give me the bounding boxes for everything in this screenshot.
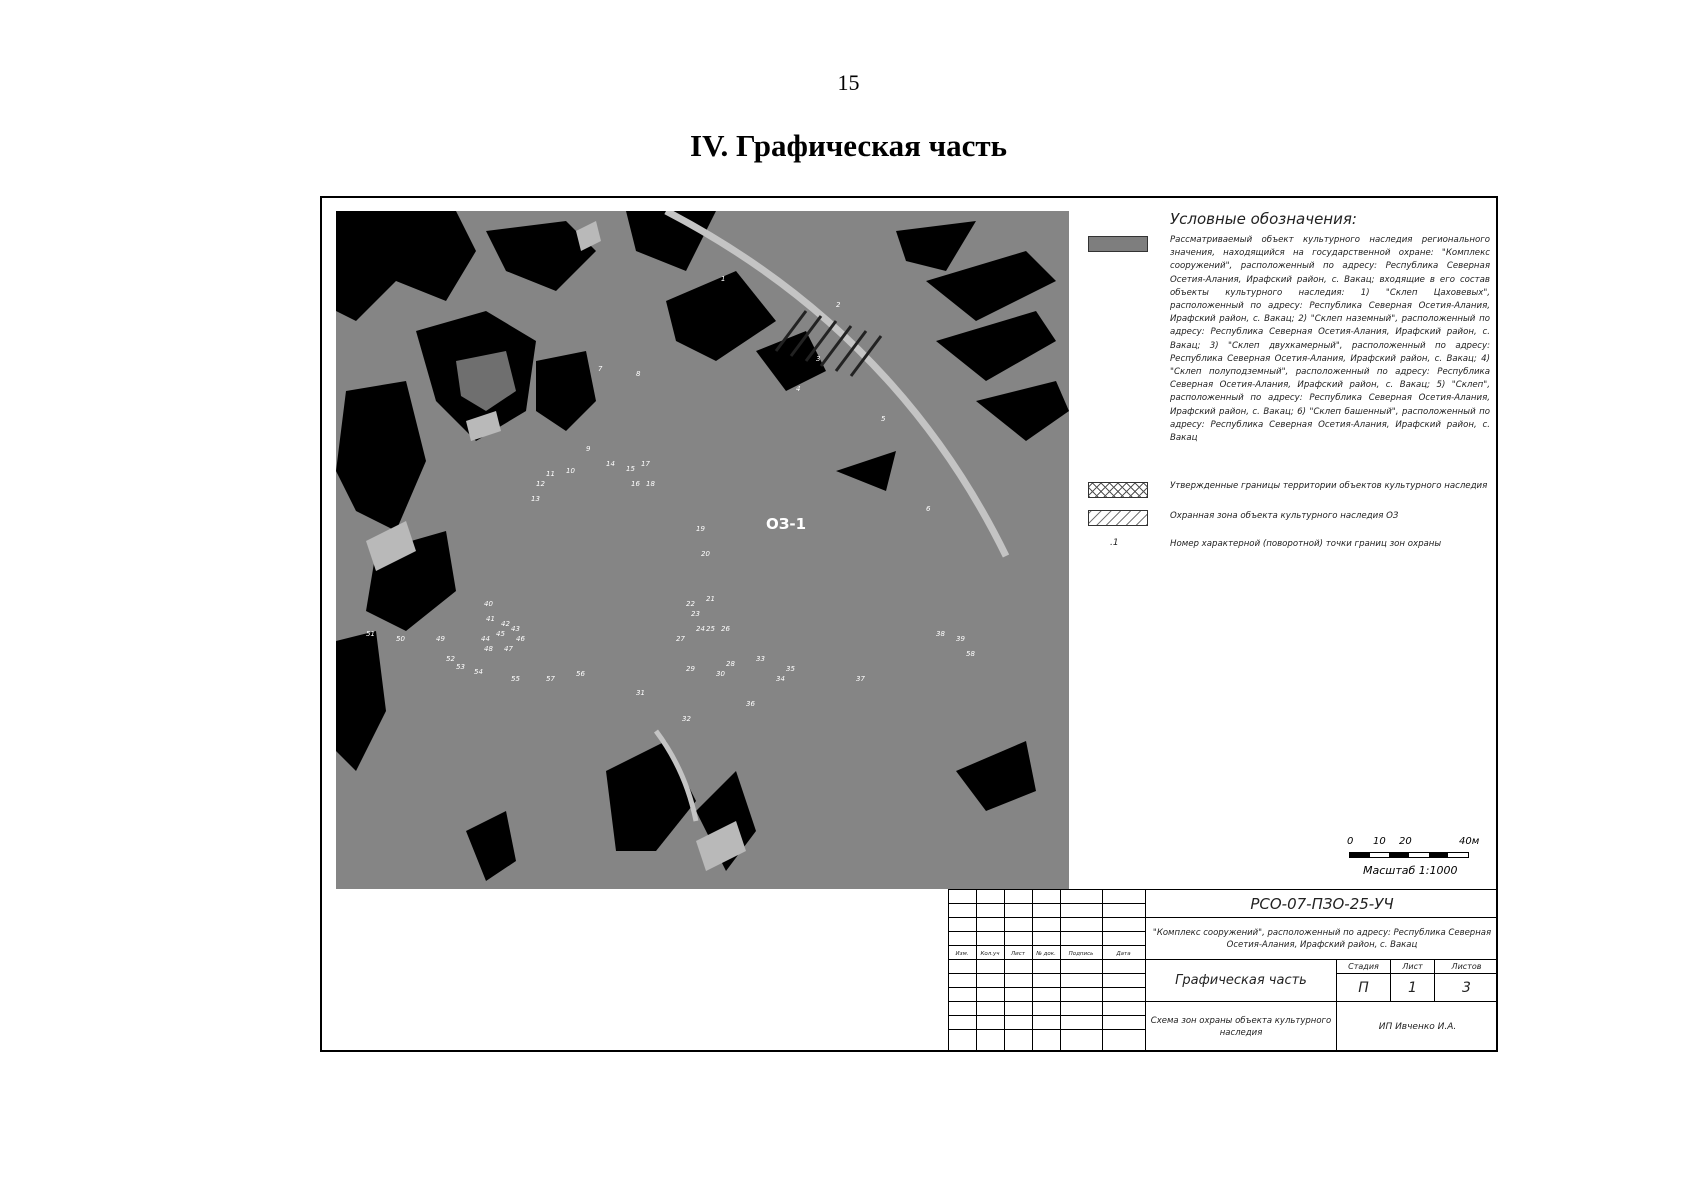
legend-title: Условные обозначения: bbox=[1170, 210, 1357, 228]
header-signature: Подпись bbox=[1068, 951, 1094, 957]
header-date: Дата bbox=[1116, 951, 1131, 957]
scale-tick-0: 0 bbox=[1347, 836, 1354, 847]
boundary-point-26: 26 bbox=[721, 625, 730, 633]
boundary-point-27: 27 bbox=[676, 635, 685, 643]
scale-bar-graphic bbox=[1349, 852, 1469, 858]
sheet-label: Лист bbox=[1390, 959, 1434, 973]
boundary-point-50: 50 bbox=[396, 635, 405, 643]
title-block bbox=[948, 889, 1498, 1052]
document-code: РСО-07-ПЗО-25-УЧ bbox=[1145, 889, 1498, 917]
boundary-point-43: 43 bbox=[511, 625, 520, 633]
boundary-point-44: 44 bbox=[481, 635, 490, 643]
crosshatch-swatch bbox=[1088, 482, 1148, 498]
boundary-point-31: 31 bbox=[636, 689, 645, 697]
boundary-point-10: 10 bbox=[566, 467, 575, 475]
stage-label: Стадия bbox=[1336, 959, 1390, 973]
boundary-point-41: 41 bbox=[486, 615, 495, 623]
boundary-point-29: 29 bbox=[686, 665, 695, 673]
boundary-point-2: 2 bbox=[836, 301, 841, 309]
section-title: IV. Графическая часть bbox=[690, 128, 1007, 163]
boundary-point-32: 32 bbox=[682, 715, 691, 723]
scale-tick-20: 20 bbox=[1399, 836, 1412, 847]
boundary-point-36: 36 bbox=[746, 700, 755, 708]
boundary-point-52: 52 bbox=[446, 655, 455, 663]
boundary-point-53: 53 bbox=[456, 663, 465, 671]
scale-caption: Масштаб 1:1000 bbox=[1363, 864, 1458, 877]
sheets-label: Листов bbox=[1434, 959, 1498, 973]
boundary-point-28: 28 bbox=[726, 660, 735, 668]
terrain-dark bbox=[336, 211, 1069, 881]
boundary-point-15: 15 bbox=[626, 465, 635, 473]
boundary-point-51: 51 bbox=[366, 630, 375, 638]
boundary-point-35: 35 bbox=[786, 665, 795, 673]
header-sheet: Лист bbox=[1011, 951, 1025, 957]
boundary-point-45: 45 bbox=[496, 630, 505, 638]
sheet-value: 1 bbox=[1390, 973, 1434, 1001]
boundary-point-11: 11 bbox=[546, 470, 555, 478]
legend-text-object: Рассматриваемый объект культурного наследия регионального значения, находящийся на государственной охране: "Комплекс сооружений", расположенный по адресу: Республика Северная Осетия-Алания, Ирафский район, с. Вакац; входящие в его состав объекты культурного наследия: 1) "Склеп Цаховевых", расположенный по адресу: Республика Северная Осетия-Алания, Ирафский район, с. Вакац; 2) "Склеп наземный", расположенный по адресу: Республика Северная Осетия-Алания, Ирафский район, с. Вакац; 3) "Склеп двухкамерный", расположенный по адресу: Республика Северная Осетия-Алания, Ирафский район, с. Вакац; 4) "Склеп полуподземный", расположенный по адресу: Республика Северная Осетия-Алания, Ирафский район, с. Вакац; 5) "Склеп", расположенный по адресу: Республика Северная Осетия-Алания, Ирафский район, с. Вакац; 6) "Склеп башенный", расположенный по адресу: Республика Северная Осетия-Алания, Ирафский район, с. Вакац bbox=[1170, 235, 1490, 444]
boundary-point-16: 16 bbox=[631, 480, 640, 488]
boundary-point-46: 46 bbox=[516, 635, 525, 643]
boundary-point-47: 47 bbox=[504, 645, 513, 653]
boundary-point-18: 18 bbox=[646, 480, 655, 488]
boundary-point-55: 55 bbox=[511, 675, 520, 683]
boundary-point-33: 33 bbox=[756, 655, 765, 663]
boundary-point-8: 8 bbox=[636, 370, 641, 378]
drawing-sheet bbox=[320, 196, 1498, 1052]
schema-title: Схема зон охраны объекта культурного наследия bbox=[1145, 1001, 1336, 1052]
boundary-point-3: 3 bbox=[816, 355, 821, 363]
author: ИП Ивченко И.А. bbox=[1336, 1001, 1498, 1052]
page-number: 15 bbox=[837, 70, 860, 95]
boundary-point-9: 9 bbox=[586, 445, 591, 453]
boundary-point-56: 56 bbox=[576, 670, 585, 678]
boundary-point-38: 38 bbox=[936, 630, 945, 638]
zone-label: ОЗ-1 bbox=[766, 515, 807, 533]
boundary-point-4: 4 bbox=[796, 385, 801, 393]
scale-tick-40: 40м bbox=[1459, 836, 1480, 847]
diagonal-hatch-swatch bbox=[1088, 510, 1148, 526]
boundary-point-57: 57 bbox=[546, 675, 555, 683]
boundary-point-37: 37 bbox=[856, 675, 865, 683]
boundary-point-23: 23 bbox=[691, 610, 700, 618]
header-count: Кол.уч bbox=[980, 951, 1000, 957]
header-doc: № док. bbox=[1036, 951, 1056, 957]
header-change: Изм. bbox=[955, 951, 969, 957]
sheets-value: 3 bbox=[1434, 973, 1498, 1001]
boundary-point-6: 6 bbox=[926, 505, 931, 513]
boundary-point-5: 5 bbox=[881, 415, 886, 423]
boundary-point-19: 19 bbox=[696, 525, 705, 533]
gray-fill-swatch bbox=[1088, 236, 1148, 252]
legend-text-territory: Утвержденные границы территории объектов культурного наследия bbox=[1170, 481, 1488, 491]
point-number-mark: .1 bbox=[1110, 538, 1119, 548]
legend-text-zone: Охранная зона объекта культурного наследия ОЗ bbox=[1170, 511, 1399, 521]
boundary-point-17: 17 bbox=[641, 460, 650, 468]
object-description: "Комплекс сооружений", расположенный по адресу: Республика Северная Осетия-Алания, Ирафский район, с. Вакац bbox=[1145, 917, 1498, 959]
part-title: Графическая часть bbox=[1145, 959, 1336, 1001]
legend-text-point: Номер характерной (поворотной) точки границ зон охраны bbox=[1170, 539, 1442, 549]
road-arc bbox=[666, 211, 1006, 556]
boundary-point-42: 42 bbox=[501, 620, 510, 628]
boundary-point-20: 20 bbox=[701, 550, 710, 558]
map-canvas bbox=[336, 211, 1069, 889]
boundary-point-39: 39 bbox=[956, 635, 965, 643]
boundary-point-58: 58 bbox=[966, 650, 975, 658]
boundary-point-40: 40 bbox=[484, 600, 493, 608]
boundary-point-22: 22 bbox=[686, 600, 695, 608]
boundary-point-14: 14 bbox=[606, 460, 615, 468]
boundary-point-54: 54 bbox=[474, 668, 483, 676]
boundary-point-48: 48 bbox=[484, 645, 493, 653]
boundary-point-1: 1 bbox=[721, 275, 726, 283]
aerial-map[interactable] bbox=[336, 211, 1069, 889]
stage-value: П bbox=[1336, 973, 1390, 1001]
boundary-point-49: 49 bbox=[436, 635, 445, 643]
boundary-point-25: 25 bbox=[706, 625, 715, 633]
boundary-point-24: 24 bbox=[696, 625, 705, 633]
boundary-point-13: 13 bbox=[531, 495, 540, 503]
boundary-point-30: 30 bbox=[716, 670, 725, 678]
scale-tick-10: 10 bbox=[1373, 836, 1386, 847]
boundary-point-34: 34 bbox=[776, 675, 785, 683]
boundary-point-21: 21 bbox=[706, 595, 715, 603]
boundary-point-12: 12 bbox=[536, 480, 545, 488]
boundary-point-7: 7 bbox=[598, 365, 603, 373]
